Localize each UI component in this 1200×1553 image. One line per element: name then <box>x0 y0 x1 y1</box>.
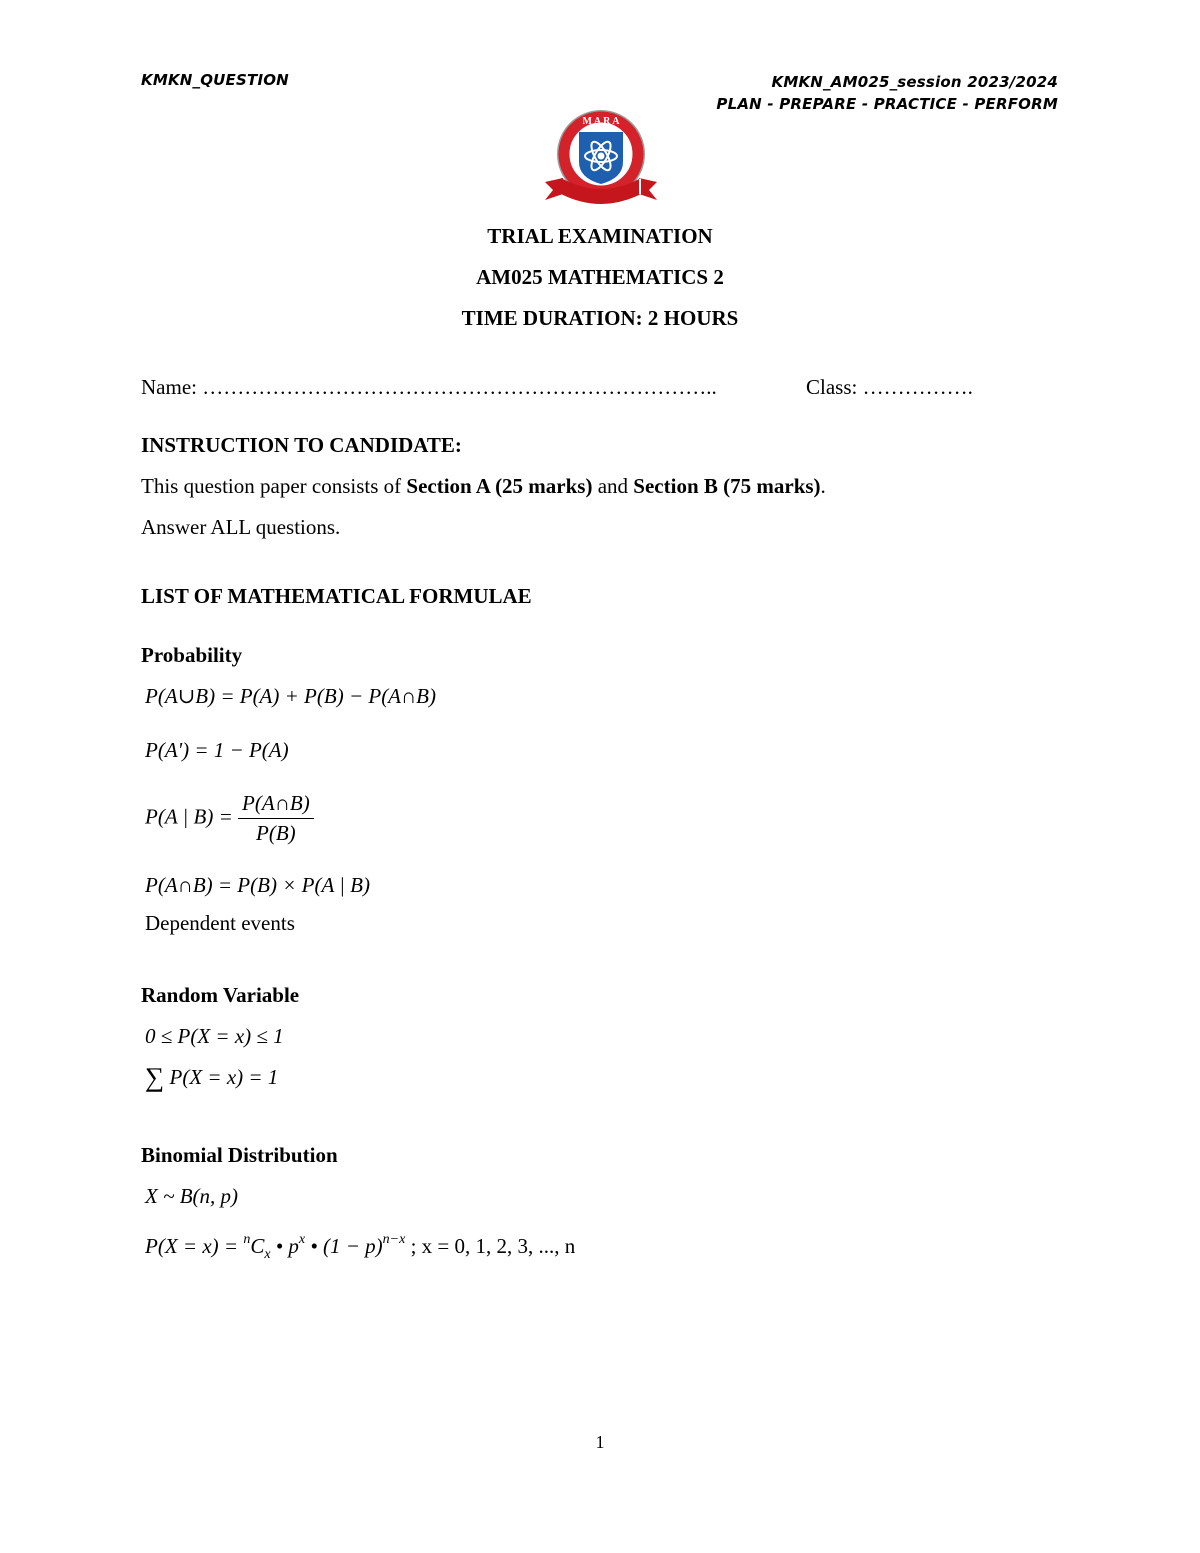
class-field[interactable]: Class: ……………. <box>806 375 973 399</box>
instruction-line-1: This question paper consists of Section A (25 marks) and Section B (75 marks). <box>141 474 826 498</box>
subject-title: AM025 MATHEMATICS 2 <box>476 265 724 289</box>
section-a-label: Section A (25 marks) <box>406 474 593 498</box>
college-logo <box>541 108 661 220</box>
probability-heading: Probability <box>141 643 243 667</box>
name-field[interactable]: Name: ……………………………………………………………….. <box>141 375 717 399</box>
logo-letters: M A R A <box>582 116 620 127</box>
formula-complement: P(A') = 1 − P(A) <box>145 738 289 762</box>
formula-conditional: P(A | B) = $\frac{P(A\cap B)}{P(B)}$ <box>145 791 314 846</box>
page-number: 1 <box>595 1432 605 1452</box>
instruction-heading: INSTRUCTION TO CANDIDATE: <box>141 433 462 457</box>
header-motto: PLAN - PREPARE - PRACTICE - PERFORM <box>716 95 1058 113</box>
random-variable-heading: Random Variable <box>141 983 300 1007</box>
sigma-icon: ∑ <box>145 1062 165 1092</box>
formula-sum: ∑ P(X = x) = 1 <box>145 1062 279 1092</box>
formula-binomial-notation: X ~ B(n, p) <box>145 1184 239 1208</box>
formulae-heading: LIST OF MATHEMATICAL FORMULAE <box>141 584 532 608</box>
header-session: KMKN_AM025_session 2023/2024 <box>771 73 1058 91</box>
formula-probability-bounds: 0 ≤ P(X = x) ≤ 1 <box>145 1024 284 1048</box>
instruction-line-2: Answer ALL questions. <box>141 515 341 539</box>
exam-title: TRIAL EXAMINATION <box>487 224 713 248</box>
fraction-denominator: P(B) <box>256 821 296 845</box>
header-right <box>716 71 1058 115</box>
fraction-numerator: P(A∩B) <box>238 791 314 819</box>
time-duration: TIME DURATION: 2 HOURS <box>461 306 739 330</box>
formula-intersection: P(A∩B) = P(B) × P(A | B) <box>145 873 370 897</box>
header-left: KMKN_QUESTION <box>141 71 289 89</box>
formula-binomial-pmf: $P(X = x) = ^nC_x$ • $p^x$ • $(1 - p)^{n-x}$ ; x = 0, 1, 2, 3, ..., n <box>145 1232 576 1262</box>
dependent-events-note: Dependent events <box>145 911 295 935</box>
formula-union: P(A∪B) = P(A) + P(B) − P(A∩B) <box>145 684 436 708</box>
binomial-heading: Binomial Distribution <box>141 1143 338 1167</box>
section-b-label: Section B (75 marks) <box>633 474 821 498</box>
